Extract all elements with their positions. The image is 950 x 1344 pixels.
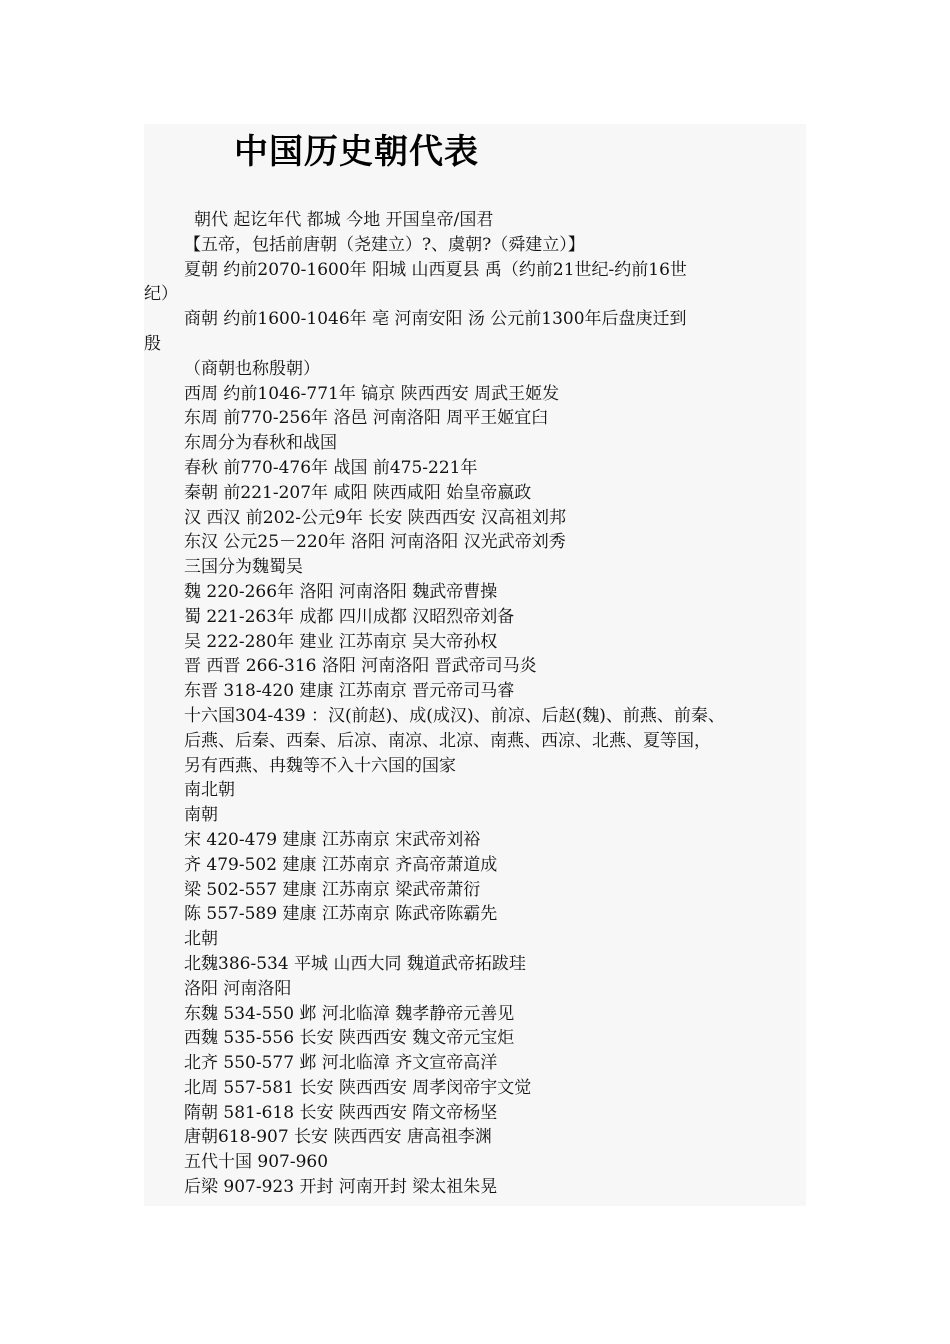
text-line: 殷 [144, 333, 161, 354]
text-line: 三国分为魏蜀吴 [184, 557, 303, 578]
text-line: 西周 约前1046-771年 镐京 陕西西安 周武王姬发 [184, 383, 560, 404]
text-line: 东周分为春秋和战国 [184, 433, 337, 454]
text-line: 吴 222-280年 建业 江苏南京 吴大帝孙权 [184, 631, 498, 652]
text-line: 洛阳 河南洛阳 [184, 978, 292, 999]
text-line: 夏朝 约前2070-1600年 阳城 山西夏县 禹（约前21世纪-约前16世 [184, 259, 687, 280]
text-line: 后燕、后秦、西秦、后凉、南凉、北凉、南燕、西凉、北燕、夏等国， [184, 730, 711, 751]
text-line: 南朝 [184, 805, 218, 826]
text-line: 宋 420-479 建康 江苏南京 宋武帝刘裕 [184, 829, 481, 850]
text-line: 十六国304-439 ：汉(前赵)、成(成汉)、前凉、后赵(魏)、前燕、前秦、 [184, 705, 725, 726]
text-line: 魏 220-266年 洛阳 河南洛阳 魏武帝曹操 [184, 581, 498, 602]
text-line: 隋朝 581-618 长安 陕西西安 隋文帝杨坚 [184, 1102, 498, 1123]
page-title: 中国历史朝代表 [234, 132, 479, 172]
text-line: 北周 557-581 长安 陕西西安 周孝闵帝宇文觉 [184, 1077, 532, 1098]
text-line: 后梁 907-923 开封 河南开封 梁太祖朱晃 [184, 1177, 498, 1198]
text-line: 秦朝 前221-207年 咸阳 陕西咸阳 始皇帝嬴政 [184, 482, 532, 503]
text-line: 齐 479-502 建康 江苏南京 齐高帝萧道成 [184, 854, 498, 875]
text-line: 五代十国 907-960 [184, 1152, 329, 1173]
text-line: 东晋 318-420 建康 江苏南京 晋元帝司马睿 [184, 681, 515, 702]
text-line: 北魏386-534 平城 山西大同 魏道武帝拓跋珪 [184, 953, 526, 974]
text-line: 蜀 221-263年 成都 四川成都 汉昭烈帝刘备 [184, 606, 515, 627]
text-line: 东周 前770-256年 洛邑 河南洛阳 周平王姬宜臼 [184, 408, 549, 429]
text-line: 东魏 534-550 邺 河北临漳 魏孝静帝元善见 [184, 1003, 515, 1024]
text-line: 商朝 约前1600-1046年 亳 河南安阳 汤 公元前1300年后盘庚迁到 [184, 309, 687, 330]
text-line: 北齐 550-577 邺 河北临漳 齐文宣帝高洋 [184, 1053, 498, 1074]
text-line: 汉 西汉 前202-公元9年 长安 陕西西安 汉高祖刘邦 [184, 507, 567, 528]
dynasty-list [144, 208, 824, 1200]
text-line: 【五帝，包括前唐朝（尧建立）?、虞朝?（舜建立）】 [184, 234, 585, 255]
text-line: 晋 西晋 266-316 洛阳 河南洛阳 晋武帝司马炎 [184, 656, 537, 677]
text-line: 纪） [144, 284, 178, 305]
text-line: 唐朝618-907 长安 陕西西安 唐高祖李渊 [184, 1127, 492, 1148]
text-line: 北朝 [184, 929, 218, 950]
text-line: 另有西燕、冉魏等不入十六国的国家 [184, 755, 456, 776]
text-line: 春秋 前770-476年 战国 前475-221年 [184, 457, 478, 478]
text-line: （商朝也称殷朝） [184, 358, 320, 379]
text-line: 陈 557-589 建康 江苏南京 陈武帝陈霸先 [184, 904, 498, 925]
text-line: 西魏 535-556 长安 陕西西安 魏文帝元宝炬 [184, 1028, 515, 1049]
text-line: 梁 502-557 建康 江苏南京 梁武帝萧衍 [184, 879, 481, 900]
text-line: 东汉 公元25－220年 洛阳 河南洛阳 汉光武帝刘秀 [184, 532, 566, 553]
header-line: 朝代 起讫年代 都城 今地 开国皇帝/国君 [194, 210, 494, 230]
text-line: 南北朝 [184, 780, 235, 801]
